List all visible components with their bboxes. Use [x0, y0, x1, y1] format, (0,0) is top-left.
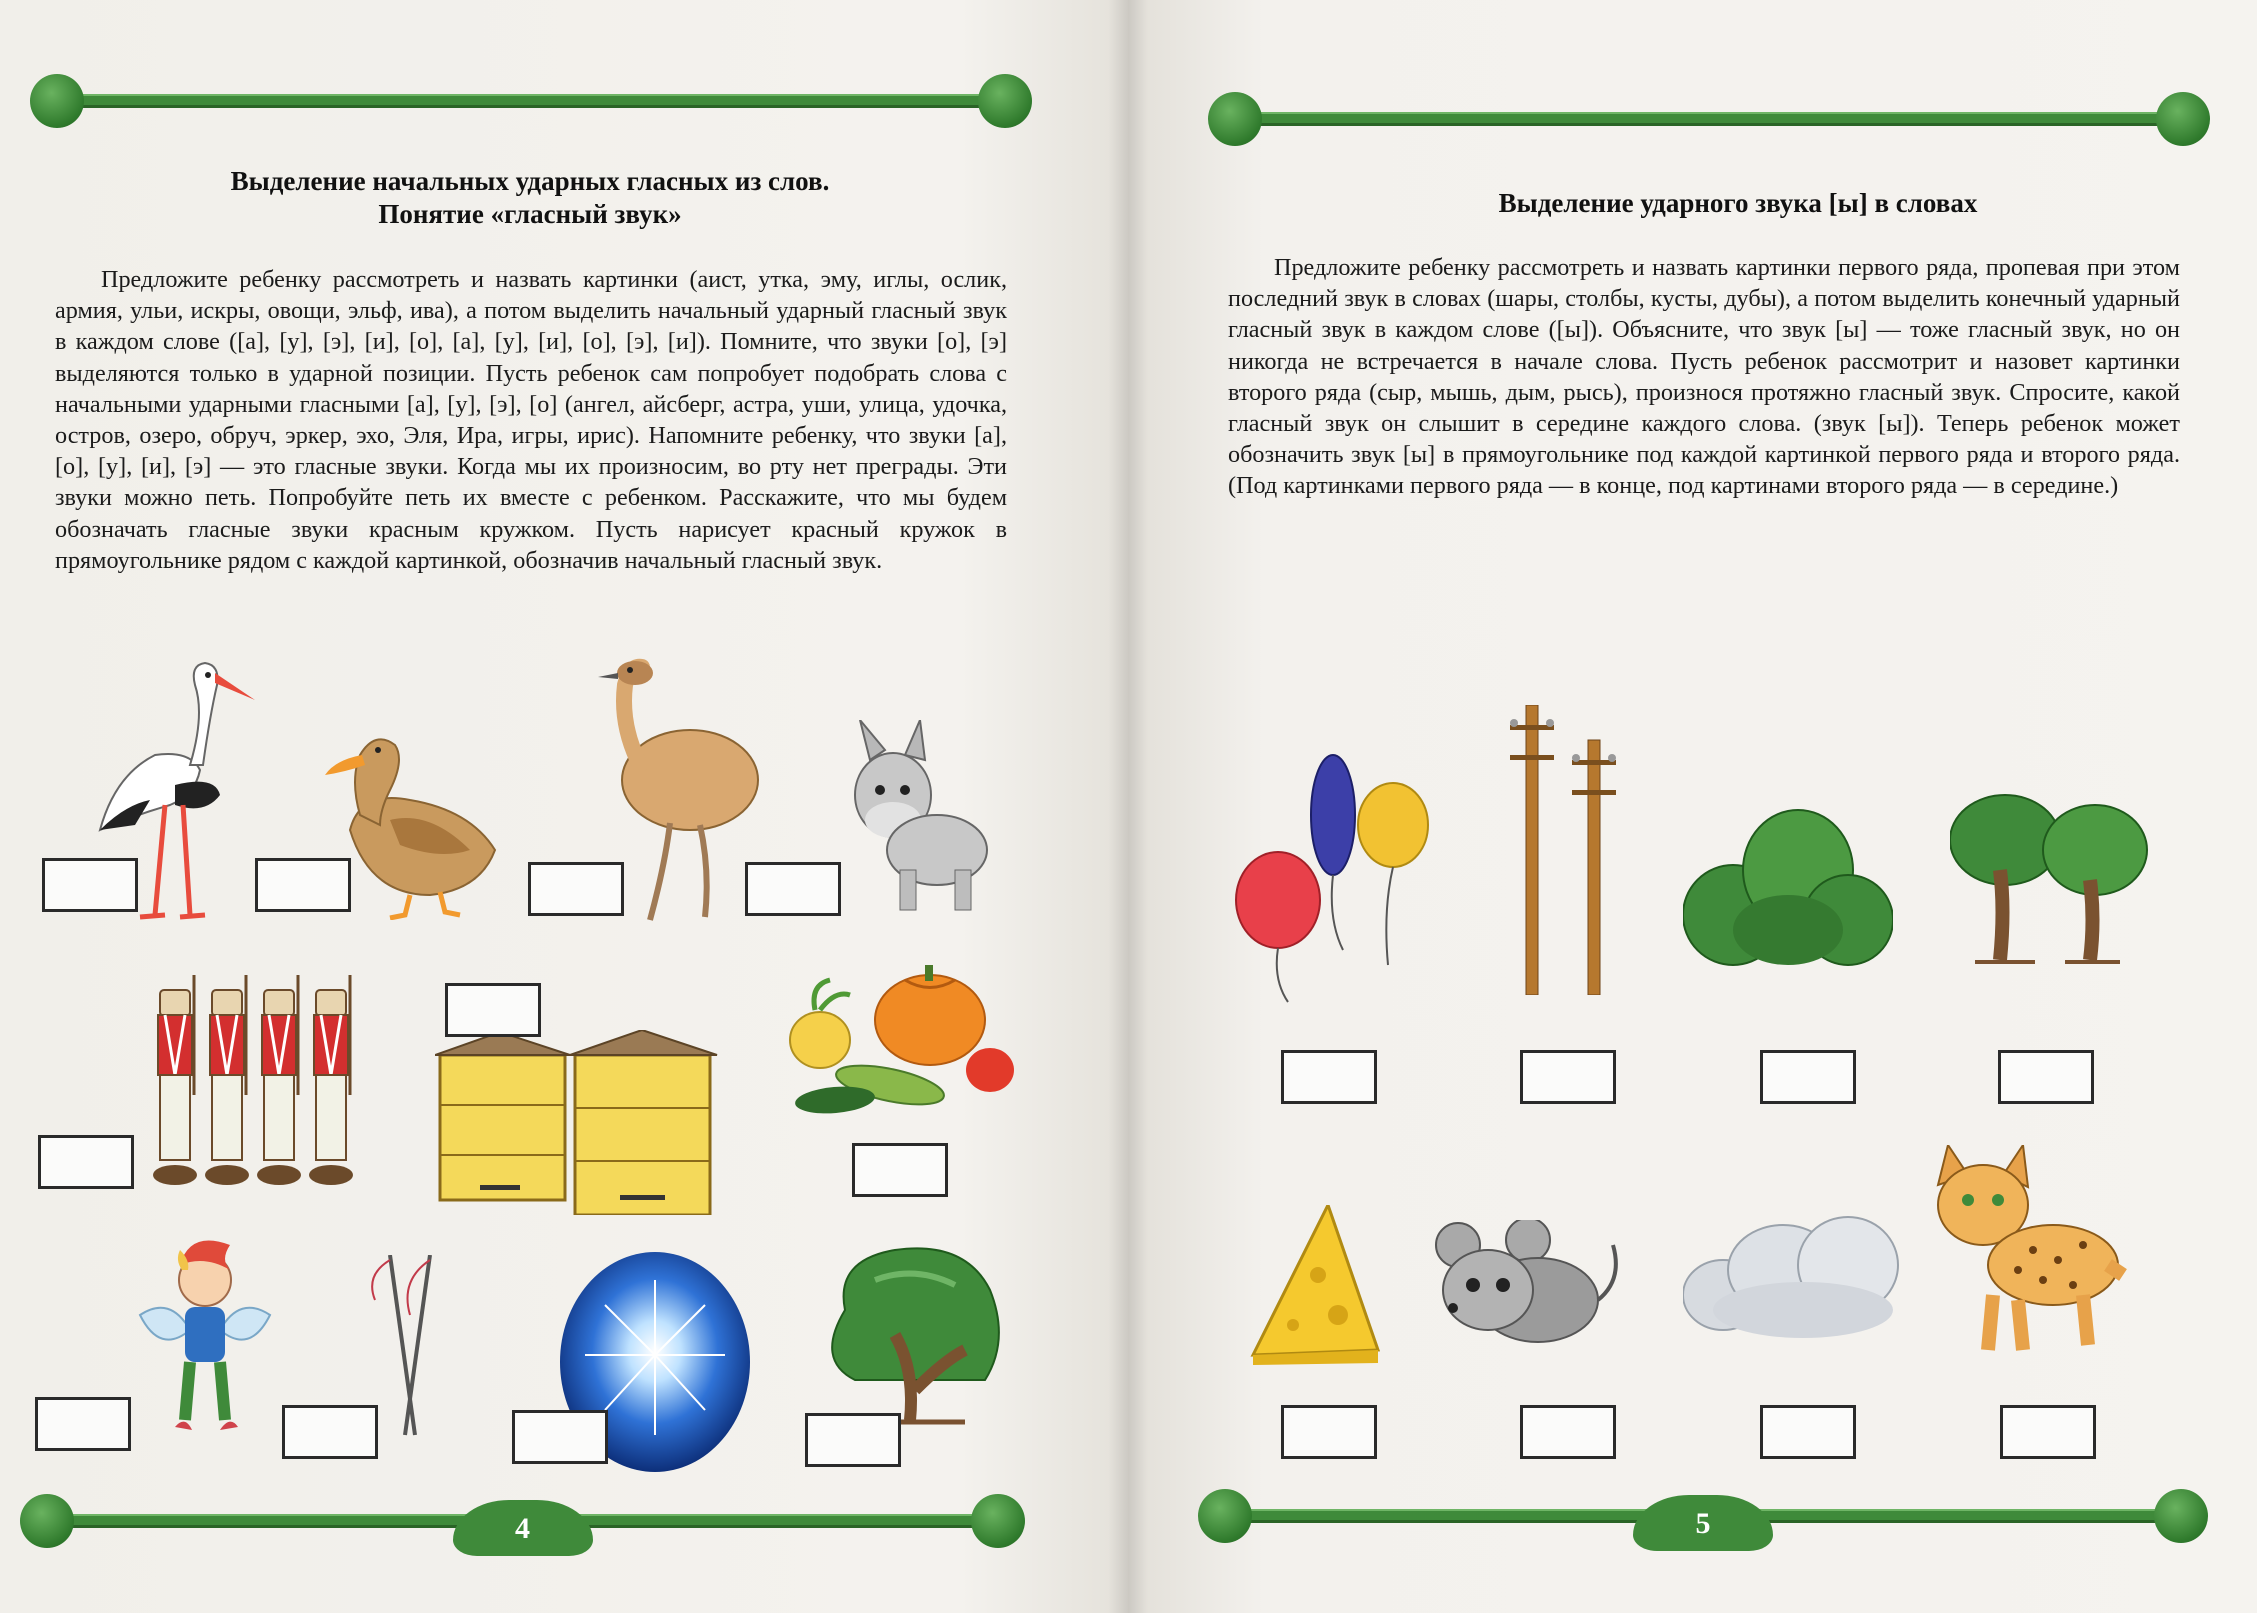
poles-picture [1498, 705, 1638, 995]
answer-box-beehives[interactable] [445, 983, 541, 1037]
left-page [0, 0, 1128, 1613]
willow-picture [815, 1240, 1010, 1425]
soldiers-picture [150, 975, 365, 1190]
vegetables-picture [780, 965, 1015, 1125]
answer-box-willow[interactable] [805, 1413, 901, 1467]
left-title-line2: Понятие «гласный звук» [378, 199, 682, 229]
smoke-picture [1683, 1210, 1903, 1345]
bottom-rule-left [20, 1490, 1025, 1554]
answer-box-elf[interactable] [35, 1397, 131, 1451]
elf-picture [130, 1235, 280, 1445]
top-rule-right [1208, 88, 2210, 152]
cheese-picture [1248, 1205, 1383, 1365]
left-instructions [55, 264, 1007, 576]
beehives-picture [435, 1030, 720, 1215]
left-title-line1: Выделение начальных ударных гласных из слов. [230, 166, 830, 196]
left-paragraph: Предложите ребенку рассмотреть и назвать картинки (аист, утка, эму, иглы, ослик, армия, ульи, искры, овощи, эльф, ива), а потом выделить начальный ударный гласный звук в каждом слове ([а], [у], [э], [и], [о], [а], [у], [и], [о], [э], [и]). Помните, что звуки [о], [э] выделяются только в ударной позиции. Пусть ребенок сам попробует подобрать слова с начальными ударными гласными [а], [у], [э], [о] (ангел, айсберг, астра, уши, улица, удочка, остров, озеро, обруч, эркер, эхо, Эля, Ира, игры, ирис). Напомните ребенку, что звуки [а], [о], [у], [и], [э] — это гласные звуки. Когда мы их произносим, во рту нет преграды. Эти звуки можно петь. Попробуйте петь их вместе с ребенком. Расскажите, что мы будем обозначать гласные звуки красным кружком. Пусть нарисует красный кружок в прямоугольнике рядом с каждой картинкой, обозначив начальный гласный звук. [55, 266, 1007, 574]
page-number-right: 5 [1633, 1495, 1773, 1551]
answer-box-vegetables[interactable] [852, 1143, 948, 1197]
answer-box-emu[interactable] [528, 862, 624, 916]
answer-box-lynx[interactable] [2000, 1405, 2096, 1459]
right-instructions [1228, 252, 2180, 502]
top-rule-left [30, 70, 1032, 134]
bushes-picture [1683, 805, 1893, 970]
book-gutter [1108, 0, 1148, 1613]
right-page-title: Выделение ударного звука [ы] в словах [1498, 188, 1978, 218]
answer-box-donkey[interactable] [745, 862, 841, 916]
mouse-picture [1428, 1220, 1628, 1360]
answer-box-cheese[interactable] [1281, 1405, 1377, 1459]
right-paragraph: Предложите ребенку рассмотреть и назвать картинки первого ряда, пропевая при этом последний звук в словах (шары, столбы, кусты, дубы), а потом выделить конечный ударный гласный звук в каждом слове ([ы]). Объясните, что звук [ы] — тоже гласный звук, но он никогда не встречается в начале слова. Пусть ребенок рассмотрит и назовет картинки второго ряда (сыр, мышь, дым, рысь), произнося протяжно гласный звук. Спросите, какой гласный звук он слышит в середине каждого слова. (звук [ы]). Теперь ребенок может обозначить звук [ы] в прямоугольнике под каждой картинкой первого ряда и второго ряда. (Под картинками первого ряда — в конце, под картинами второго ряда — в середине.) [1228, 254, 2180, 500]
lynx-picture [1923, 1145, 2128, 1355]
answer-box-soldiers[interactable] [38, 1135, 134, 1189]
answer-box-stork[interactable] [42, 858, 138, 912]
answer-box-sparks[interactable] [512, 1410, 608, 1464]
answer-box-duck[interactable] [255, 858, 351, 912]
left-page-title [90, 165, 970, 231]
answer-box-mouse[interactable] [1520, 1405, 1616, 1459]
answer-box-bushes[interactable] [1760, 1050, 1856, 1104]
answer-box-smoke[interactable] [1760, 1405, 1856, 1459]
bottom-rule-right [1198, 1485, 2208, 1549]
donkey-picture [845, 720, 995, 915]
answer-box-needles[interactable] [282, 1405, 378, 1459]
page-number-left: 4 [453, 1500, 593, 1556]
answer-box-poles[interactable] [1520, 1050, 1616, 1104]
answer-box-balloons[interactable] [1281, 1050, 1377, 1104]
balloons-picture [1233, 750, 1438, 1005]
right-page [1128, 0, 2257, 1613]
answer-box-oaks[interactable] [1998, 1050, 2094, 1104]
oaks-picture [1950, 790, 2150, 965]
